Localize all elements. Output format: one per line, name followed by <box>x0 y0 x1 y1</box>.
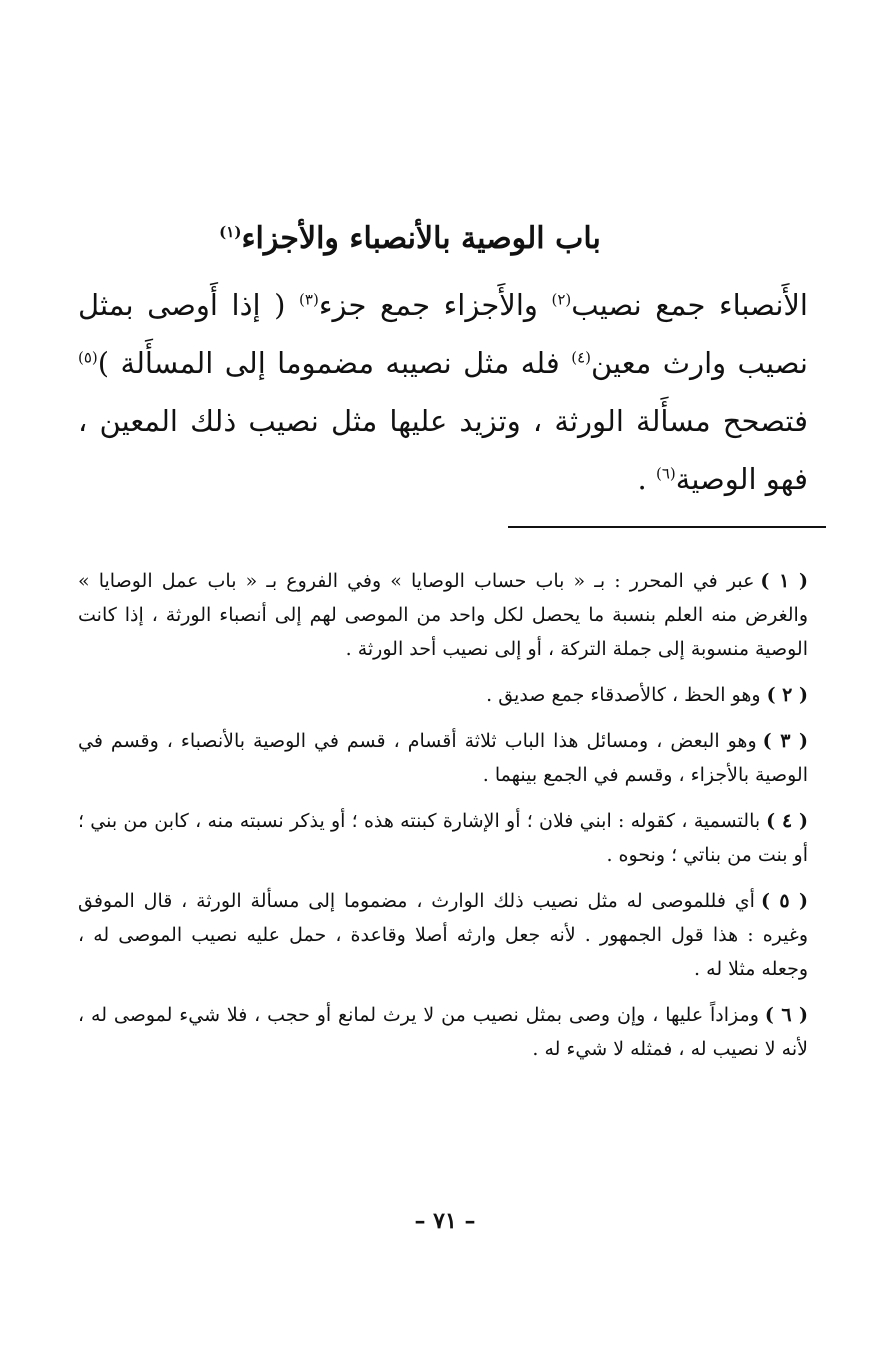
footnote-number: ( ٤ ) <box>766 810 808 832</box>
text-segment: فله مثل نصيبه مضموما إلى المسأَلة ) <box>97 346 572 380</box>
page-number: – ٧١ – <box>414 1208 476 1234</box>
text-segment: . <box>637 462 656 496</box>
footnote-marker: (٥) <box>78 348 98 367</box>
chapter-title-text: باب الوصية بالأنصباء والأجزاء <box>241 221 601 256</box>
footnote-3 <box>78 724 808 792</box>
footnote-marker: (٢) <box>551 290 572 309</box>
footnote-text: عبر في المحرر : بـ « باب حساب الوصايا » وفي الفروع بـ « باب عمل الوصايا » والغرض منه العلم بنسبة ما يحصل لكل واحد من الموصى لهم إلى أنصباء الورثة ، إذا كانت الوصية منسوبة إلى جملة التركة ، أو إلى نصيب أحد الورثة . <box>78 570 808 660</box>
footnote-5 <box>78 884 808 986</box>
footnotes-section <box>78 564 808 1078</box>
text-segment: والأَجزاء جمع جزء <box>318 288 552 322</box>
footnote-text: وهو البعض ، ومسائل هذا الباب ثلاثة أقسام ، قسم في الوصية بالأنصباء ، وقسم في الوصية بالأجزاء ، وقسم في الجمع بينهما . <box>78 730 808 786</box>
text-segment: ( إذا أَوصى بمثل نصيب وارث معين <box>78 288 808 380</box>
footnote-4 <box>78 804 808 872</box>
footnote-number: ( ٥ ) <box>760 890 808 912</box>
footnote-number: ( ٢ ) <box>766 684 808 706</box>
footnote-number: ( ١ ) <box>760 570 809 592</box>
footnote-2 <box>78 678 808 712</box>
text-segment: فتصحح مسأَلة الورثة ، وتزيد عليها مثل نصيب ذلك المعين ، فهو الوصية <box>78 404 808 496</box>
footnote-6 <box>78 998 808 1066</box>
footnote-text: ومزاداً عليها ، وإن وصى بمثل نصيب من لا يرث لمانع أو حجب ، فلا شيء لموصى له ، لأنه لا نصيب له ، فمثله لا شيء له . <box>78 1004 808 1060</box>
footnote-marker: (٣) <box>299 290 319 309</box>
footnote-1 <box>78 564 808 666</box>
footnote-text: أي فللموصى له مثل نصيب ذلك الوارث ، مضموما إلى مسألة الورثة ، قال الموفق وغيره : هذا قول الجمهور . لأنه جعل وارثه أصلا وقاعدة ، حمل عليه نصيب الموصى له ، وجعله مثلا له . <box>78 890 808 980</box>
footnote-number: ( ٦ ) <box>764 1004 809 1026</box>
footnote-separator <box>508 526 826 528</box>
main-paragraph <box>78 276 808 508</box>
footnote-marker: (٦) <box>655 464 676 483</box>
footnote-text: وهو الحظ ، كالأصدقاء جمع صديق . <box>486 684 761 706</box>
footnote-number: ( ٣ ) <box>762 730 809 752</box>
text-segment: الأَنصباء جمع نصيب <box>571 288 808 322</box>
chapter-title <box>150 214 670 264</box>
footnote-text: بالتسمية ، كقوله : ابني فلان ؛ أو الإشارة كبنته هذه ؛ أو يذكر نسبته منه ، كابن من بني ؛ أو بنت من بناتي ؛ ونحوه . <box>78 810 808 866</box>
footnote-marker: (٤) <box>571 348 591 367</box>
main-paragraph-text <box>78 276 808 508</box>
footnote-marker: (١) <box>219 223 242 241</box>
